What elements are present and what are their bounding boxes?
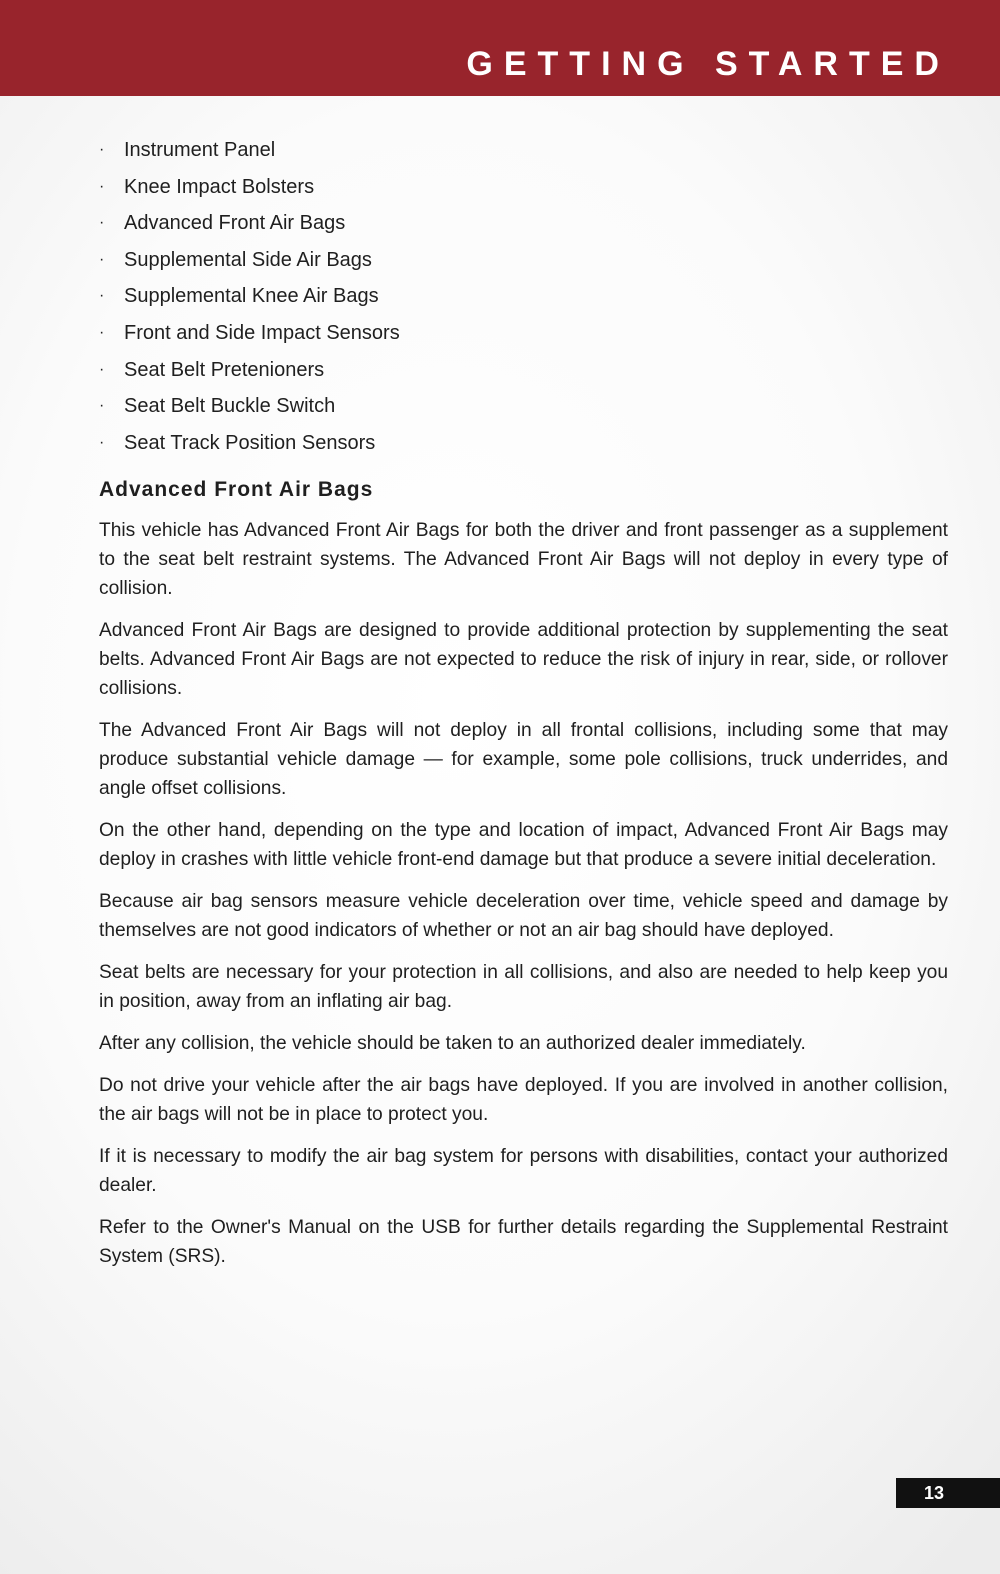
bullet-icon: · — [99, 177, 105, 195]
section-heading: Advanced Front Air Bags — [99, 478, 374, 502]
bullet-icon: · — [99, 360, 105, 378]
list-item-text: Instrument Panel — [124, 139, 276, 161]
list-item-text: Seat Track Position Sensors — [124, 431, 376, 454]
list-item — [99, 169, 948, 206]
body-paragraph: On the other hand, depending on the type and location of impact, Advanced Front Air Bags may deploy in crashes with little vehicle front-end damage but that produce a severe initial deceleration. — [99, 820, 948, 871]
bullet-icon: · — [99, 433, 105, 451]
list-item-text: Seat Belt Buckle Switch — [124, 395, 336, 418]
chapter-title: GETTING STARTED — [466, 45, 950, 83]
body-paragraph: This vehicle has Advanced Front Air Bags for both the driver and front passenger as a supplement to the seat belt restraint systems. The Advanced Front Air Bags will not deploy in every type of collision. — [99, 520, 948, 600]
component-list — [99, 132, 948, 461]
list-item-text: Advanced Front Air Bags — [124, 212, 346, 235]
bullet-icon: · — [99, 397, 105, 415]
list-item — [99, 388, 948, 425]
list-item-text: Knee Impact Bolsters — [124, 175, 315, 198]
list-item-text: Supplemental Side Air Bags — [124, 248, 372, 271]
list-item — [99, 132, 948, 169]
bullet-icon: · — [99, 141, 105, 158]
bullet-icon: · — [99, 250, 105, 268]
list-item-text: Front and Side Impact Sensors — [124, 321, 400, 344]
header-band — [0, 0, 1000, 96]
bullet-icon: · — [99, 323, 105, 341]
body-paragraph: After any collision, the vehicle should be taken to an authorized dealer immediately. — [99, 1033, 806, 1055]
body-paragraph: Because air bag sensors measure vehicle deceleration over time, vehicle speed and damage by themselves are not good indicators of whether or not an air bag should have deployed. — [99, 891, 948, 942]
list-item — [99, 315, 948, 352]
list-item — [99, 278, 948, 315]
list-item — [99, 242, 948, 279]
list-item-text: Supplemental Knee Air Bags — [124, 285, 379, 308]
body-paragraph: Do not drive your vehicle after the air bags have deployed. If you are involved in another collision, the air bags will not be in place to protect you. — [99, 1075, 948, 1126]
bullet-icon: · — [99, 214, 105, 232]
body-paragraph: Advanced Front Air Bags are designed to provide additional protection by supplementing the seat belts. Advanced Front Air Bags are not expected to reduce the risk of injury in rear, side, or rollover collisions. — [99, 620, 948, 700]
body-paragraph: The Advanced Front Air Bags will not deploy in all frontal collisions, including some that may produce substantial vehicle damage — for example, some pole collisions, truck underrides, and angle offset collisions. — [99, 720, 948, 800]
bullet-icon: · — [99, 287, 105, 305]
body-paragraph: If it is necessary to modify the air bag system for persons with disabilities, contact your authorized dealer. — [99, 1146, 948, 1197]
list-item — [99, 352, 948, 389]
page-number: 13 — [896, 1478, 1000, 1508]
list-item — [99, 205, 948, 242]
body-paragraph: Seat belts are necessary for your protection in all collisions, and also are needed to help keep you in position, away from an inflating air bag. — [99, 962, 948, 1013]
list-item-text: Seat Belt Pretenioners — [124, 358, 325, 381]
page-content — [99, 132, 948, 1284]
list-item — [99, 425, 948, 462]
body-paragraph: Refer to the Owner's Manual on the USB for further details regarding the Supplemental Restraint System (SRS). — [99, 1217, 948, 1268]
